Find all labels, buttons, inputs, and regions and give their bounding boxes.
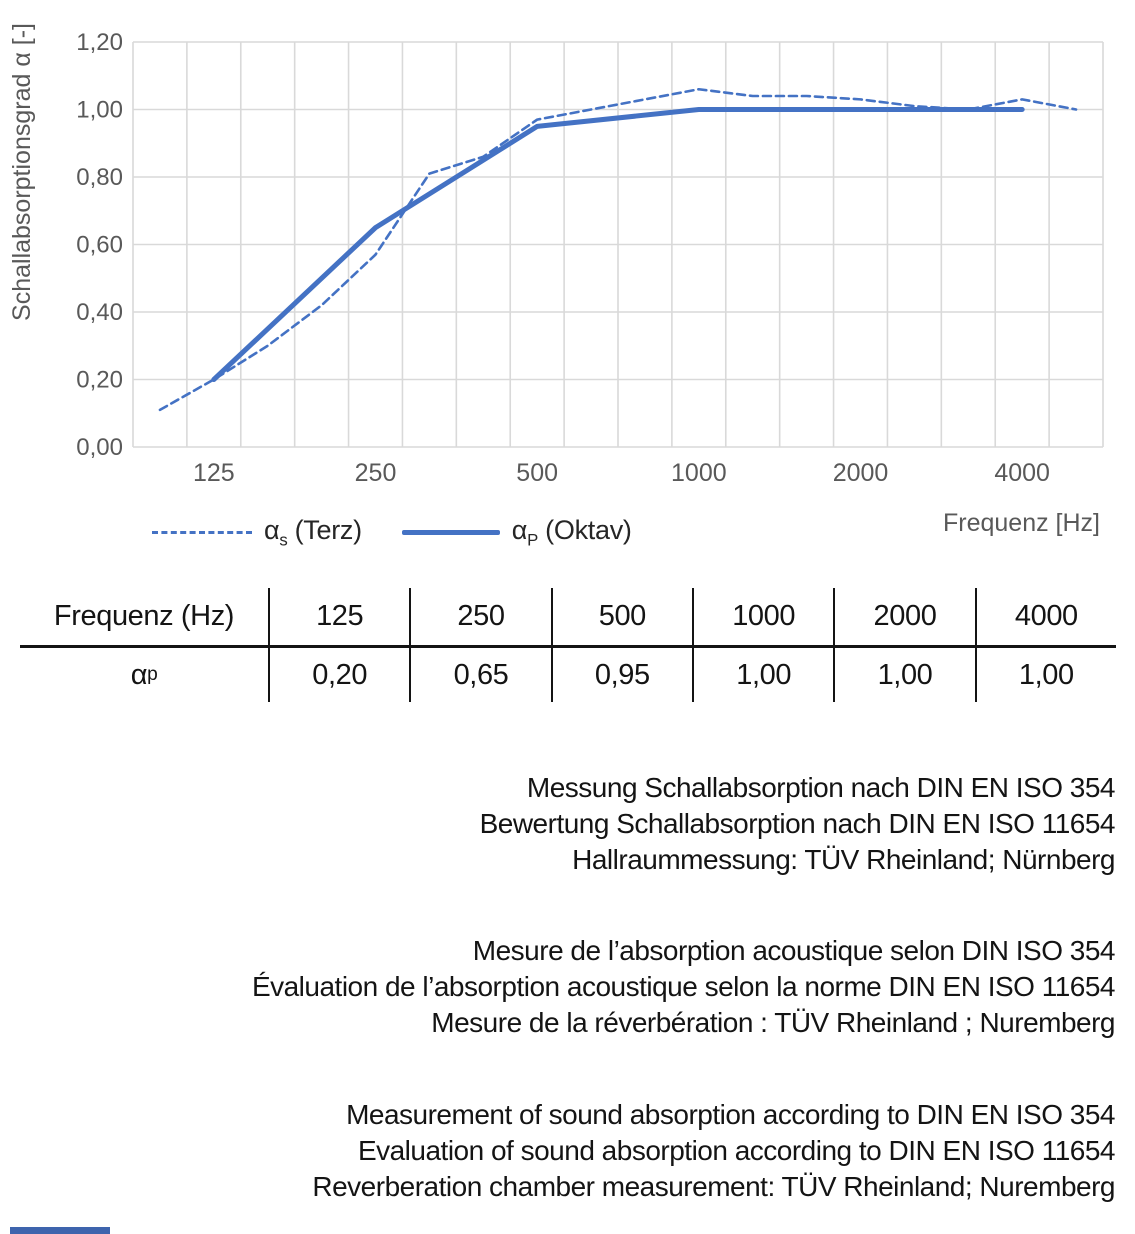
alpha-glyph: α bbox=[130, 658, 148, 691]
note-line: Messung Schallabsorption nach DIN EN ISO 354 bbox=[526, 772, 1115, 803]
legend-sub: s bbox=[279, 530, 288, 550]
legend-rest: (Terz) bbox=[287, 515, 362, 545]
y-tick-label: 0,00 bbox=[76, 434, 123, 461]
legend-rest: (Oktav) bbox=[537, 515, 632, 545]
table-header-frequency: Frequenz (Hz) bbox=[20, 588, 268, 648]
table-header-250: 250 bbox=[409, 588, 550, 648]
note-line: Hallraummessung: TÜV Rheinland; Nürnberg bbox=[572, 844, 1115, 875]
table-header-500: 500 bbox=[551, 588, 692, 648]
table-value-4000: 1,00 bbox=[975, 648, 1116, 702]
note-line: Mesure de la réverbération : TÜV Rheinland ; Nuremberg bbox=[431, 1007, 1115, 1038]
x-tick-label: 125 bbox=[192, 459, 235, 487]
table-header-125: 125 bbox=[268, 588, 409, 648]
x-tick-label: 1000 bbox=[671, 459, 727, 487]
note-line: Bewertung Schallabsorption nach DIN EN ISO 11654 bbox=[479, 808, 1115, 839]
solid-line-sample bbox=[402, 530, 500, 535]
alpha-sub: p bbox=[147, 664, 158, 685]
legend-label-terz bbox=[264, 515, 362, 550]
note-line: Measurement of sound absorption according to DIN EN ISO 354 bbox=[346, 1099, 1115, 1130]
y-tick-label: 1,20 bbox=[76, 29, 123, 56]
legend-item-terz bbox=[152, 515, 362, 550]
legend-item-oktav bbox=[402, 515, 632, 550]
y-tick-label: 0,80 bbox=[76, 164, 123, 191]
table-value-1000: 1,00 bbox=[692, 648, 833, 702]
note-line: Reverberation chamber measurement: TÜV Rheinland; Nuremberg bbox=[312, 1171, 1115, 1202]
notes-french bbox=[0, 933, 1115, 1041]
x-tick-label: 500 bbox=[516, 459, 559, 487]
legend-alpha: α bbox=[511, 515, 528, 545]
table-value-2000: 1,00 bbox=[833, 648, 974, 702]
legend-alpha: α bbox=[264, 515, 280, 545]
y-axis-title: Schallabsorptionsgrad α [-] bbox=[8, 23, 36, 321]
note-line: Évaluation de l’absorption acoustique selon la norme DIN EN ISO 11654 bbox=[251, 971, 1115, 1002]
absorption-chart bbox=[0, 0, 1135, 560]
note-line: Mesure de l’absorption acoustique selon DIN ISO 354 bbox=[472, 935, 1115, 966]
note-line: Evaluation of sound absorption according to DIN EN ISO 11654 bbox=[357, 1135, 1115, 1166]
table-row-label-alpha-p bbox=[20, 648, 268, 702]
chart-legend bbox=[152, 515, 632, 550]
notes-english bbox=[0, 1097, 1115, 1205]
x-tick-label: 4000 bbox=[994, 459, 1050, 487]
legend-label-oktav bbox=[512, 515, 632, 550]
x-tick-label: 250 bbox=[354, 459, 397, 487]
x-tick-label: 2000 bbox=[832, 459, 889, 487]
table-header-1000: 1000 bbox=[692, 588, 833, 648]
table-header-4000: 4000 bbox=[975, 588, 1116, 648]
table-value-500: 0,95 bbox=[551, 648, 692, 702]
y-tick-label: 0,20 bbox=[76, 366, 123, 394]
y-tick-label: 1,00 bbox=[76, 96, 123, 124]
x-axis-title: Frequenz [Hz] bbox=[942, 509, 1100, 537]
table-value-125: 0,20 bbox=[268, 648, 409, 702]
y-tick-label: 0,60 bbox=[76, 231, 123, 259]
table-header-2000: 2000 bbox=[833, 588, 974, 648]
dashed-line-sample bbox=[152, 531, 252, 534]
absorption-table bbox=[20, 588, 1116, 702]
y-tick-label: 0,40 bbox=[76, 299, 123, 326]
table-value-250: 0,65 bbox=[409, 648, 550, 702]
legend-sub: P bbox=[527, 530, 538, 550]
notes-german bbox=[0, 770, 1115, 878]
brand-bar bbox=[10, 1227, 110, 1234]
